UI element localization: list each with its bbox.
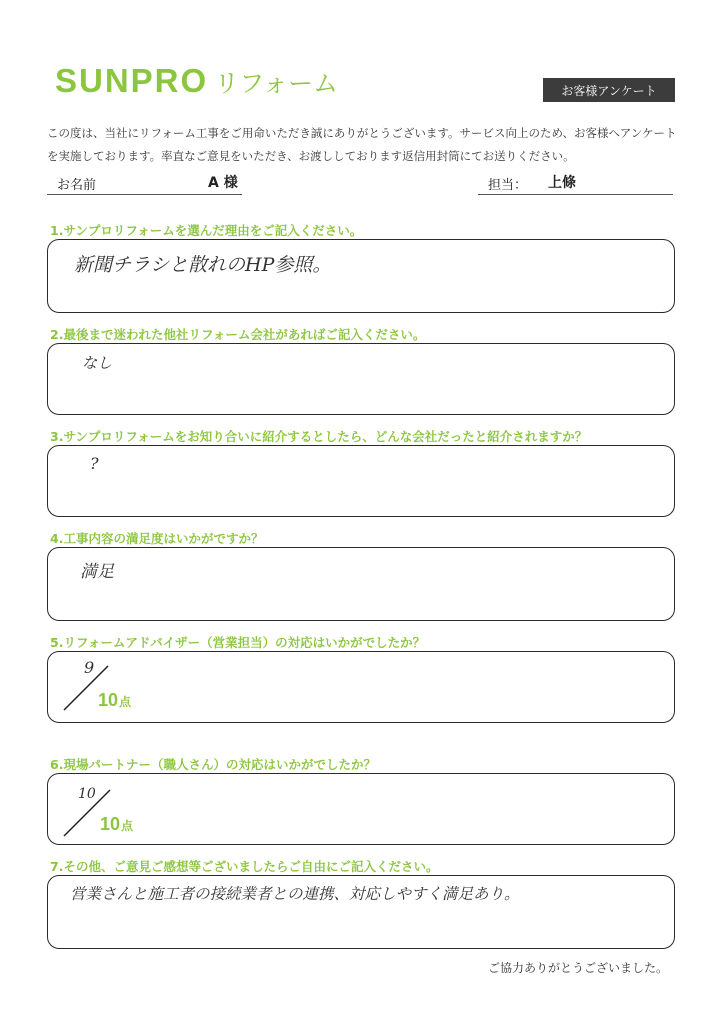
thanks-text: ご協力ありがとうございました。 (488, 961, 669, 975)
question-6-score (100, 814, 133, 835)
logo-brand: SUNPRO (55, 62, 209, 99)
question-2-answer-box (47, 343, 675, 415)
question-4-answer: 満足 (80, 562, 114, 582)
customer-name-value: A 様 (208, 175, 238, 191)
staff-value: 上條 (548, 175, 576, 191)
question-1-title: 1.サンプロリフォームを選んだ理由をご記入ください。 (50, 223, 363, 238)
question-6-title: 6.現場パートナー（職人さん）の対応はいかがでしたか？ (50, 757, 376, 772)
question-6-score-value: 10 (100, 814, 121, 834)
survey-badge: お客様アンケート (543, 78, 675, 102)
question-6-score-handwritten: 10 (78, 786, 96, 802)
question-7-answer-box (47, 875, 675, 949)
score-slash-icon (48, 652, 168, 722)
question-1-answer: 新聞チラシと散れのHP参照。 (74, 254, 332, 276)
question-7-answer: 営業さんと施工者の接続業者との連携、対応しやすく満足あり。 (70, 885, 520, 903)
question-5-score (98, 690, 131, 711)
logo-sub: リフォーム (214, 69, 338, 98)
intro-text: この度は、当社にリフォーム工事をご用命いただき誠にありがとうございます。サービス向上のため、お客様へアンケートを実施しております。率直なご意見をいただき、お渡ししております返信用封筒にてお送りください。 (47, 126, 677, 163)
question-5-score-value: 10 (98, 690, 119, 710)
question-3-answer-box (47, 445, 675, 517)
question-5-title: 5.リフォームアドバイザー（営業担当）の対応はいかがでしたか？ (50, 635, 426, 650)
question-3-answer: ? (90, 454, 99, 473)
question-5-score-handwritten: 9 (84, 658, 95, 677)
question-3-title: 3.サンプロリフォームをお知り合いに紹介するとしたら、どんな会社だったと紹介されますか？ (50, 429, 588, 444)
question-6-answer-box (47, 773, 675, 845)
customer-name-label: お名前 (57, 178, 97, 193)
sunpro-logo (55, 62, 338, 100)
staff-label: 担当： (488, 178, 528, 193)
staff-field (478, 172, 673, 195)
question-7-title: 7.その他、ご意見ご感想等ございましたらご自由にご記入ください。 (50, 859, 439, 874)
question-5-answer-box (47, 651, 675, 723)
question-4-title: 4.工事内容の満足度はいかがですか？ (50, 531, 264, 546)
question-1-answer-box (47, 239, 675, 313)
question-6-score-unit: 点 (121, 819, 134, 833)
customer-name-field (47, 172, 242, 195)
question-5-score-unit: 点 (119, 695, 132, 709)
question-2-answer: なし (82, 354, 113, 372)
question-4-answer-box (47, 547, 675, 621)
question-2-title: 2.最後まで迷われた他社リフォーム会社があればご記入ください。 (50, 327, 426, 342)
